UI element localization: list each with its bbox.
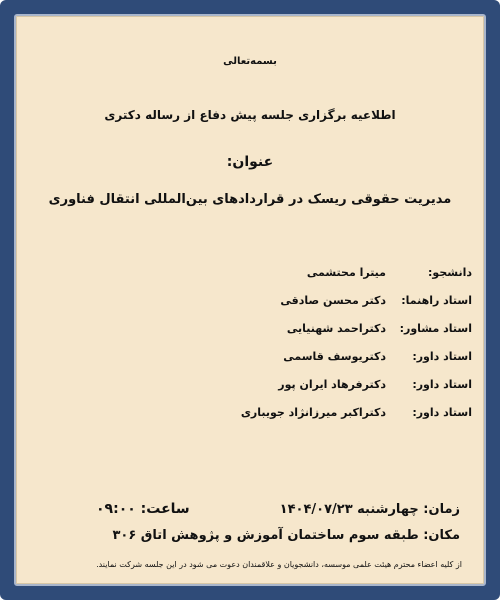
meeting-date: زمان: چهارشنبه ۱۴۰۴/۰۷/۲۳: [279, 502, 460, 517]
title-label: عنوان:: [226, 154, 274, 170]
student-name: میترا محتشمی: [306, 266, 386, 279]
referee-2-name: دکترفرهاد ایران پور: [278, 378, 386, 391]
announcement-card: [14, 14, 486, 586]
announcement-heading: اطلاعیه برگزاری جلسه پیش دفاع از رساله دکتری: [104, 108, 396, 122]
supervisor-name: دکتر محسن صادقی: [280, 294, 386, 307]
meeting-place: مکان: طبقه سوم ساختمان آموزش و پژوهش اتاق ۳۰۶: [112, 528, 460, 543]
referee-3-label: استاد داور:: [412, 406, 472, 419]
referee-3-name: دکتراکبر میرزانژاد جویباری: [240, 406, 386, 419]
invitation-note: از کلیه اعضاء محترم هیئت علمی موسسه، دانشجویان و علاقمندان دعوت می شود در این جلسه شرکت نمایند.: [96, 560, 462, 569]
meeting-time: ساعت: ۰۹:۰۰: [96, 501, 190, 517]
supervisor-label: استاد راهنما:: [401, 294, 472, 307]
bismillah-heading: بسمه‌تعالی: [223, 56, 277, 67]
thesis-title: مدیریت حقوقی ریسک در قراردادهای بین‌المللی انتقال فناوری: [48, 192, 452, 207]
referee-1-name: دکتریوسف قاسمی: [283, 350, 386, 363]
referee-1-label: استاد داور:: [412, 350, 472, 363]
student-label: دانشجو:: [428, 266, 472, 279]
advisor-label: استاد مشاور:: [399, 322, 472, 335]
referee-2-label: استاد داور:: [412, 378, 472, 391]
advisor-name: دکتراحمد شهنیایی: [286, 322, 386, 335]
